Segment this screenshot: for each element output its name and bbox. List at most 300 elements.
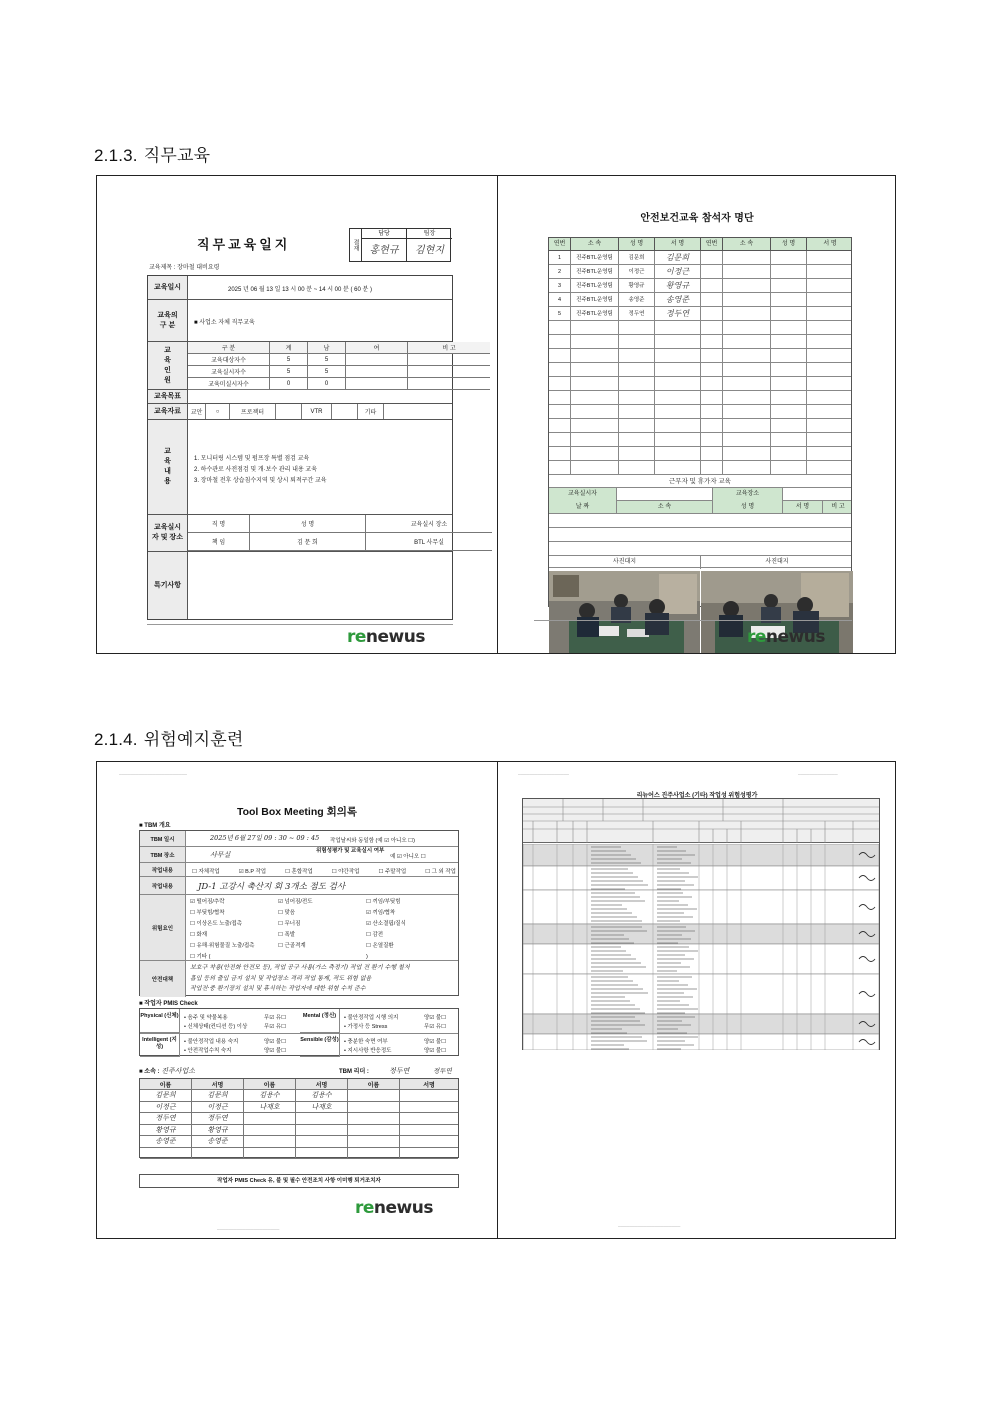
instructor-header-cell: 직 명: [188, 515, 250, 533]
roster-cell: [701, 433, 723, 447]
renewus-logo: renewus: [355, 1198, 433, 1218]
roster-cell: [571, 391, 619, 405]
attendee-cell: 황영규: [192, 1125, 244, 1137]
roster-cell: [571, 405, 619, 419]
roster-cell: 이정근: [619, 265, 655, 279]
roster-signature: [655, 321, 701, 335]
attendee-cell: 정두연: [140, 1113, 192, 1125]
roster-cell: [807, 321, 853, 335]
work-type-option: ☐ 혼합작업: [285, 869, 313, 875]
roster-cell: 진주BTL운영팀: [571, 293, 619, 307]
pmis-mark: 무☑ 유☐: [424, 1024, 447, 1030]
pmis-mark: 양☑ 불☐: [264, 1039, 287, 1045]
renewus-logo: renewus: [347, 627, 425, 647]
roster-cell: [807, 293, 853, 307]
staff-cell: 5: [308, 354, 346, 366]
job-training-frame: [96, 175, 896, 654]
roster-cell: [723, 419, 771, 433]
attendee-cell: 나재호: [244, 1102, 296, 1114]
instructor-header-cell: 교육실시 장소: [366, 515, 492, 533]
section-heading-risk-prediction: 2.1.4. 위험예지훈련: [94, 730, 244, 750]
roster-cell: [771, 279, 807, 293]
attendee-roster: [498, 176, 896, 653]
instructor-cell: BTL 사무실: [366, 533, 492, 551]
roster-cell: [619, 363, 655, 377]
risk-assessment-table: [522, 798, 880, 1050]
roster-cell: 황영규: [619, 279, 655, 293]
roster-header-cell: 소 속: [571, 238, 619, 251]
roster-header-cell: 연번: [701, 238, 723, 251]
roster-cell: [549, 391, 571, 405]
roster-cell: [701, 419, 723, 433]
attendee-cell: [348, 1148, 400, 1160]
roster-cell: [571, 433, 619, 447]
pmis-item: • 안전작업수칙 숙지: [184, 1048, 232, 1054]
attendee-header-cell: 서명: [296, 1079, 348, 1090]
approval-side-label: 결재: [350, 229, 362, 261]
staff-cell: [408, 366, 490, 378]
roster-cell: [549, 419, 571, 433]
staff-cell: 0: [308, 378, 346, 390]
attendee-cell: [400, 1148, 458, 1160]
training-log-table: 교육일시 2025 년 06 월 13 일 13 시 00 분 ~ 14 시 00 분 ( 60 분 ) 교육의 구 분 ■ 사업소 자체 직무교육 교 육 인 원 구 분 계 남 여 비 고 교육대상자수 5 5 교육실시자수 5 5 교육미실시자수 0 0 교육목표 교육자료 교안 ○ 프로젝터 VTR 기타 교 육 내 용 1. 모니터링 시스템 및 펌프장 특별 점검 교육 2. 하수관로 사전점검 및 개·보수 관리 내용 교육 3. 장마철 전후 상습침수지역 및 상시 퇴적구간 교육 교육실시자 및 장소 직 명 성 명 교육실시 장소 책 임 김 문 희 BTL 사무실 특기사항: [147, 275, 453, 620]
roster-cell: 5: [549, 307, 571, 321]
roster-row: [549, 391, 851, 405]
attendee-cell: [400, 1136, 458, 1148]
roster-cell: [571, 349, 619, 363]
roster-cell: [723, 321, 771, 335]
roster-cell: [571, 419, 619, 433]
attendee-cell: [348, 1125, 400, 1137]
roster-header-cell: 성 명: [619, 238, 655, 251]
roster-cell: [619, 391, 655, 405]
roster-cell: [807, 461, 853, 475]
training-date: 2025 년 06 월 13 일 13 시 00 분 ~ 14 시 00 분 ( 60 분 ): [228, 287, 372, 293]
attendee-cell: [400, 1090, 458, 1102]
training-photo-1: [549, 571, 700, 653]
roster-cell: [771, 349, 807, 363]
instructor-header-cell: 성 명: [250, 515, 366, 533]
risk-row: [523, 1034, 879, 1050]
roster-cell: [701, 349, 723, 363]
tbm-title: Tool Box Meeting 회의록: [236, 806, 358, 818]
attendee-cell: [348, 1090, 400, 1102]
roster-cell: [571, 447, 619, 461]
hazard-item: ☐ 감전: [366, 932, 384, 938]
pmis-mark: 양☑ 불☐: [424, 1015, 447, 1021]
risk-assessment-header: [523, 799, 879, 843]
safety-measures: 보호구 착용(안전화 안전모 등), 작업 공구 사용(가스 측정기) 작업 전 환기 수행 철저 흡입 등의 출입 금지 설치 및 작업장소 격리 작업 통제, 작도 위험 없음 작업전·중 환기장치 설치 및 휴식하는 작업자에 대한 위험 수칙 준수: [190, 964, 410, 992]
roster-header-cell: 서 명: [823, 241, 837, 247]
pmis-mark: 양☑ 불☐: [424, 1039, 447, 1045]
roster-cell: [549, 461, 571, 475]
roster-cell: [771, 391, 807, 405]
roster-cell: [619, 405, 655, 419]
hazard-item: ☐ 무너짐: [278, 921, 301, 927]
attendee-cell: [244, 1136, 296, 1148]
material-cell: [332, 404, 358, 419]
staff-header-cell: 비 고: [408, 342, 490, 354]
roster-cell: [571, 335, 619, 349]
roster-cell: [549, 433, 571, 447]
staff-cell: 5: [308, 366, 346, 378]
roster-cell: [807, 363, 853, 377]
pmis-mark: 무☑ 유☐: [264, 1024, 287, 1030]
training-subject: 교육제목 : 장마철 대비요령: [149, 265, 220, 271]
attendee-cell: [296, 1113, 348, 1125]
roster-cell: 3: [549, 279, 571, 293]
roster-cell: 정두연: [619, 307, 655, 321]
absence-header-cell: 비 고: [831, 504, 845, 510]
roster-cell: [701, 293, 723, 307]
staff-cell: 교육실시자수: [188, 366, 270, 378]
roster-cell: [701, 321, 723, 335]
hazard-item: ☐ 화재: [190, 932, 208, 938]
attendee-header-cell: 서명: [400, 1079, 458, 1090]
attendee-cell: 김용수: [296, 1090, 348, 1102]
risk-assessment-title: 리뉴어스 진주사업소 (기타) 작업성 위험성평가: [636, 793, 758, 799]
staff-cell: 0: [270, 378, 308, 390]
roster-row: [549, 447, 851, 461]
roster-signature: [655, 377, 701, 391]
roster-cell: [619, 461, 655, 475]
attendee-cell: [192, 1148, 244, 1160]
risk-row: [523, 924, 879, 944]
roster-row: [549, 363, 851, 377]
roster-cell: [571, 321, 619, 335]
roster-header-cell: 연번: [549, 238, 571, 251]
tbm-footer-note: 작업자 PMIS Check 유, 불 및 필수 안전조치 사항 이미행 퇴거조치자: [139, 1174, 459, 1188]
tbm-work-detail: JD-1 고강시 축산지 회 3개소 점도 검사: [198, 882, 346, 892]
roster-cell: [807, 405, 853, 419]
pmis-item: • 충분한 숙면 여부: [344, 1039, 388, 1045]
pmis-mark: 무☑ 유☐: [264, 1015, 287, 1021]
roster-cell: 진주BTL운영팀: [571, 307, 619, 321]
attendee-cell: [244, 1113, 296, 1125]
roster-row: [549, 279, 851, 293]
hazard-item: ☐ 맞음: [278, 910, 296, 916]
risk-row: [523, 890, 879, 924]
attendee-cell: 김문희: [192, 1090, 244, 1102]
work-type-option: ☑ B.P 작업: [238, 869, 267, 875]
attendee-cell: 송영준: [140, 1136, 192, 1148]
hazard-item: ☐ 이상온도 노출/접촉: [190, 921, 243, 927]
roster-row: [549, 335, 851, 349]
risk-row: [523, 944, 879, 974]
roster-row: [549, 461, 851, 475]
approval-box: 결재 담당 홍현규 팀장 김현지: [349, 228, 451, 262]
roster-cell: 송영준: [619, 293, 655, 307]
material-cell: ○: [206, 404, 230, 419]
risk-prediction-frame: [96, 761, 896, 1239]
approval-signature-2: 김현지: [415, 245, 444, 256]
roster-cell: [807, 349, 853, 363]
hazard-item: ☐ 온열질환: [366, 943, 394, 949]
roster-cell: [701, 279, 723, 293]
roster-cell: 김문희: [619, 251, 655, 265]
roster-cell: [619, 335, 655, 349]
work-type-options: [192, 867, 456, 875]
attendee-header-cell: 이름: [244, 1079, 296, 1090]
roster-cell: [619, 447, 655, 461]
roster-title: 안전보건교육 참석자 명단: [640, 213, 754, 224]
roster-row: [549, 251, 851, 265]
roster-cell: [619, 433, 655, 447]
roster-cell: [807, 391, 853, 405]
staff-cell: 교육대상자수: [188, 354, 270, 366]
staff-header-cell: 구 분: [188, 342, 270, 354]
material-cell: 프로젝터: [230, 404, 276, 419]
section-heading-job-training: 2.1.3. 직무교육: [94, 146, 211, 166]
risk-row: [523, 974, 879, 1014]
pmis-item: • 음주 및 약물복용: [184, 1015, 228, 1021]
roster-cell: [771, 461, 807, 475]
staff-header-cell: 여: [346, 342, 408, 354]
roster-cell: 진주BTL운영팀: [571, 265, 619, 279]
absence-header: [549, 501, 851, 514]
roster-row: [549, 321, 851, 335]
work-type-option: ☐ 그 외 작업: [425, 869, 456, 875]
roster-row: [549, 433, 851, 447]
roster-header-cell: 서 명: [655, 238, 701, 251]
material-cell: VTR: [302, 404, 332, 419]
attendee-cell: 정두연: [192, 1113, 244, 1125]
roster-cell: [723, 461, 771, 475]
material-cell: 기타: [358, 404, 384, 419]
roster-signature: [655, 335, 701, 349]
roster-cell: [723, 251, 771, 265]
attendee-cell: [244, 1125, 296, 1137]
hazard-item: ☑ 넘어짐/전도: [278, 899, 313, 905]
roster-cell: [771, 363, 807, 377]
attendee-cell: 황영규: [140, 1125, 192, 1137]
roster-cell: [701, 363, 723, 377]
roster-cell: [723, 307, 771, 321]
roster-signature: [655, 391, 701, 405]
roster-cell: [701, 251, 723, 265]
staff-header-cell: 남: [308, 342, 346, 354]
attendee-cell: [244, 1148, 296, 1160]
roster-cell: [771, 335, 807, 349]
hazard-item: ☑ 끼임/협착: [366, 910, 396, 916]
attendee-cell: [400, 1102, 458, 1114]
roster-cell: [807, 447, 853, 461]
pmis-item: • 신체상태(컨디션 등) 이상: [184, 1024, 248, 1030]
staff-cell: [408, 378, 490, 390]
tbm-overview-label: ■ TBM 개요: [139, 823, 171, 829]
roster-signature: [655, 419, 701, 433]
roster-cell: [771, 321, 807, 335]
roster-cell: [619, 419, 655, 433]
roster-cell: [771, 419, 807, 433]
roster-cell: [549, 405, 571, 419]
roster-cell: [771, 307, 807, 321]
roster-cell: 2: [549, 265, 571, 279]
hazard-item: ☑ 산소결핍/질식: [366, 921, 406, 927]
instructor-cell: 김 문 희: [250, 533, 366, 551]
staff-cell: [408, 354, 490, 366]
affiliation-row: ■ 소속 : 진주사업소 TBM 리더 : 정두연 정두연: [139, 1067, 452, 1075]
training-category: ■ 사업소 자체 직무교육: [194, 320, 255, 326]
roster-cell: [571, 363, 619, 377]
roster-cell: [807, 377, 853, 391]
attendee-cell: [348, 1102, 400, 1114]
roster-row: [549, 293, 851, 307]
staff-cell: [346, 354, 408, 366]
roster-cell: 4: [549, 293, 571, 307]
hazard-item: ☐ 폭발: [278, 932, 296, 938]
pmis-key: Physical (신체): [140, 1009, 180, 1033]
roster-cell: [701, 377, 723, 391]
attendee-cell: 이정근: [140, 1102, 192, 1114]
attendee-cell: 송영준: [192, 1136, 244, 1148]
roster-cell: [723, 377, 771, 391]
pmis-check-table: [139, 1008, 459, 1056]
staff-cell: 교육미실시자수: [188, 378, 270, 390]
risk-assessment-rows: [523, 844, 879, 1050]
job-training-log: [97, 176, 497, 653]
material-cell: [276, 404, 302, 419]
attendee-cell: [400, 1125, 458, 1137]
roster-cell: [771, 265, 807, 279]
material-cell: [384, 404, 430, 419]
staff-cell: [346, 366, 408, 378]
staff-header-cell: 계: [270, 342, 308, 354]
renewus-logo: renewus: [747, 627, 825, 647]
roster-header-cell: 성 명: [771, 238, 807, 251]
hazard-item: ☐ 기타 (: [190, 954, 211, 960]
roster-cell: [771, 293, 807, 307]
roster-signature: [655, 447, 701, 461]
roster-cell: [723, 391, 771, 405]
attendee-cell: [348, 1136, 400, 1148]
pmis-item: • 불안정작업 시행 의지: [344, 1015, 399, 1021]
risk-row: [523, 844, 879, 866]
attendee-cell: [296, 1136, 348, 1148]
absence-header-cell: 서 명: [783, 501, 823, 514]
attendee-cell: [348, 1113, 400, 1125]
training-content: 1. 모니터링 시스템 및 펌프장 특별 점검 교육 2. 하수관로 사전점검 및 개·보수 관리 내용 교육 3. 장마철 전후 상습침수지역 및 상시 퇴적구간 교육: [194, 456, 327, 484]
attendee-header-cell: 이름: [348, 1079, 400, 1090]
hazard-item: ☑ 떨어짐/추락: [190, 899, 225, 905]
roster-signature: 정두연: [655, 307, 701, 321]
tbm-attendee-table: [139, 1078, 459, 1158]
attendee-header-cell: 서명: [192, 1079, 244, 1090]
roster-cell: [701, 307, 723, 321]
job-training-log-title: 직무교육일지: [197, 238, 291, 253]
tbm-minutes: ──────────────────────── Tool Box Meeting 회의록 ■ TBM 개요 TBM 일시 2025년 6월 27일 09 : 30 ~ 09 : 45 작업날씨와 동일함 (예 ☑ 아니오 ☐) TBM 장소 사무실 위험성평가 및 교육실시 여부 예 ☑ 아니오 ☐ 작업내용 ☐ 자체작업 ☑ B.P 작업 ☐ 혼합작업 ☐ 야간작업 ☐ 주말작업 ☐ 그 외 작업 작업내용 JD-1 고강시 축산지 회 3개소 점도 검사 위험요인 ☑ 떨어짐/추락 ☑ 넘어짐/전도 ☐ 끼임/부딪힘 ☐ 부딪힘/협착 ☐ 맞음 ☑ 끼임/협착 ☐ 이상온도 노출/접촉 ☐ 무너짐 ☑ 산소결핍/질식 ☐ 화재 ☐ 폭발 ☐ 감전 ☐ 유해·위험물질 노출/접촉 ☐ 근골격계 ☐ 온열질환 ☐ 기타 ( ) 안전대책 보호구 착용(안전화 안전모 등), 작업 공구 사용(가스 측정기) 작업 전 환기 수행 철저 흡입 등의 출입 금지 설치 및 작업장소 격리 작업 통제, 작도 위험 없음 작업전·중 환기장치 설치 및 휴식하는 작업자에 대한 위험 수칙 준수 ■ 작업자 PMIS Check Physical (신체) • 음주 및 약물복용 무☑ 유☐ • 신체상태(컨디션 등) 이상 무☑ 유☐ Mental (정신) • 불안정작업 시행 의지 양☑ 불☐ • 가정사 등 Stress 무☑ 유☐ Intelligent (지성) • 불안정작업 내용 숙지 양☑ 불☐ • 안전작업수칙 숙지 양☑ 불☐ Sensible (감성) • 충분한 숙면 여부 양☑ 불☐ • 지시사항 반응정도 양☑ 불☐ ■ 소속 : 진주사업소 TBM 리더 : 정두연 정두연 이름 서명 이름 서명 이름 서명 김문희 김문희 김용수 김용수 이정근 이정근 나재호 나재호 정두연 정두연 황영규 황영규 송영준 송영준 작업자 PMIS Check 유, 불 및 필수 안전조치 사항 이미행 퇴거조치자 renewus ──────────────────────: [97, 762, 497, 1238]
roster-cell: [701, 461, 723, 475]
hazard-item: ☐ 근골격계: [278, 943, 306, 949]
risk-row: [523, 866, 879, 890]
pmis-key: Mental (정신): [300, 1009, 340, 1033]
pmis-key: Sensible (감성): [300, 1033, 340, 1057]
roster-signature: 김문희: [655, 251, 701, 265]
roster-row: [549, 349, 851, 363]
roster-cell: [701, 265, 723, 279]
roster-cell: [701, 405, 723, 419]
roster-cell: [723, 433, 771, 447]
roster-signature: [655, 405, 701, 419]
roster-cell: 진주BTL운영팀: [571, 251, 619, 265]
attendee-cell: 이정근: [192, 1102, 244, 1114]
roster-cell: [723, 349, 771, 363]
roster-cell: 1: [549, 251, 571, 265]
roster-cell: [549, 321, 571, 335]
risk-assessment-sheet: ────────────────── ────────────── 리뉴어스 진주사업소 (기타) 작업성 위험성평가 ──────────────────────: [498, 762, 896, 1238]
pmis-item: • 불안정작업 내용 숙지: [184, 1039, 239, 1045]
work-type-option: ☐ 주말작업: [378, 869, 407, 875]
absence-header-cell: 날 짜: [549, 501, 617, 514]
attendee-cell: 나재호: [296, 1102, 348, 1114]
staff-count-grid: [188, 342, 456, 389]
roster-cell: [723, 447, 771, 461]
material-cell: 교안: [188, 404, 206, 419]
hazard-item: ): [366, 954, 368, 960]
roster-signature: [655, 461, 701, 475]
instructor-grid: [188, 515, 452, 551]
roster-cell: [571, 461, 619, 475]
absence-header-cell: 소 속: [617, 501, 713, 514]
risk-row: [523, 1014, 879, 1034]
staff-cell: 5: [270, 354, 308, 366]
attendee-cell: [140, 1148, 192, 1160]
roster-cell: [771, 377, 807, 391]
tbm-overview-table: TBM 일시 2025년 6월 27일 09 : 30 ~ 09 : 45 작업날씨와 동일함 (예 ☑ 아니오 ☐) TBM 장소 사무실 위험성평가 및 교육실시 여부 예 ☑ 아니오 ☐ 작업내용 ☐ 자체작업 ☑ B.P 작업 ☐ 혼합작업 ☐ 야간작업 ☐ 주말작업 ☐ 그 외 작업 작업내용 JD-1 고강시 축산지 회 3개소 점도 검사 위험요인 ☑ 떨어짐/추락 ☑ 넘어짐/전도 ☐ 끼임/부딪힘 ☐ 부딪힘/협착 ☐ 맞음 ☑ 끼임/협착 ☐ 이상온도 노출/접촉 ☐ 무너짐 ☑ 산소결핍/질식 ☐ 화재 ☐ 폭발 ☐ 감전 ☐ 유해·위험물질 노출/접촉 ☐ 근골격계 ☐ 온열질환 ☐ 기타 ( ) 안전대책 보호구 착용(안전화 안전모 등), 작업 공구 사용(가스 측정기) 작업 전 환기 수행 철저 흡입 등의 출입 금지 설치 및 작업장소 격리 작업 통제, 작도 위험 없음 작업전·중 환기장치 설치 및 휴식하는 작업자에 대한 위험 수칙 준수: [139, 830, 459, 996]
pmis-label: ■ 작업자 PMIS Check: [139, 1001, 198, 1007]
roster-cell: [549, 377, 571, 391]
attendee-header-cell: 이름: [140, 1079, 192, 1090]
roster-cell: [723, 279, 771, 293]
roster-cell: [771, 447, 807, 461]
roster-cell: [807, 307, 853, 321]
roster-header-cell: 소 속: [723, 238, 771, 251]
work-type-option: ☐ 야간작업: [331, 869, 360, 875]
roster-cell: [807, 433, 853, 447]
roster-cell: [549, 363, 571, 377]
roster-cell: [619, 321, 655, 335]
work-type-option: ☐ 자체작업: [192, 869, 220, 875]
roster-cell: [723, 265, 771, 279]
roster-cell: [771, 405, 807, 419]
roster-cell: [701, 391, 723, 405]
attendee-cell: 김문희: [140, 1090, 192, 1102]
roster-signature: 송영준: [655, 293, 701, 307]
roster-cell: [807, 265, 853, 279]
pmis-item: • 가정사 등 Stress: [344, 1024, 388, 1030]
roster-cell: [723, 363, 771, 377]
roster-cell: [723, 293, 771, 307]
pmis-mark: 양☑ 불☐: [264, 1048, 287, 1054]
roster-cell: [807, 335, 853, 349]
roster-cell: [549, 349, 571, 363]
attendee-cell: 김용수: [244, 1090, 296, 1102]
roster-cell: [771, 433, 807, 447]
pmis-divider: [140, 1033, 458, 1034]
roster-cell: [701, 447, 723, 461]
roster-signature: 황영규: [655, 279, 701, 293]
roster-cell: [807, 419, 853, 433]
absence-header-cell: 성 명: [713, 501, 783, 514]
roster-signature: [655, 349, 701, 363]
roster-cell: [571, 377, 619, 391]
roster-row: [549, 265, 851, 279]
roster-row: [549, 307, 851, 321]
roster-cell: [549, 335, 571, 349]
pmis-key: Intelligent (지성): [140, 1033, 180, 1057]
roster-cell: [723, 335, 771, 349]
tbm-date: 2025년 6월 27일 09 : 30 ~ 09 : 45: [210, 834, 320, 842]
